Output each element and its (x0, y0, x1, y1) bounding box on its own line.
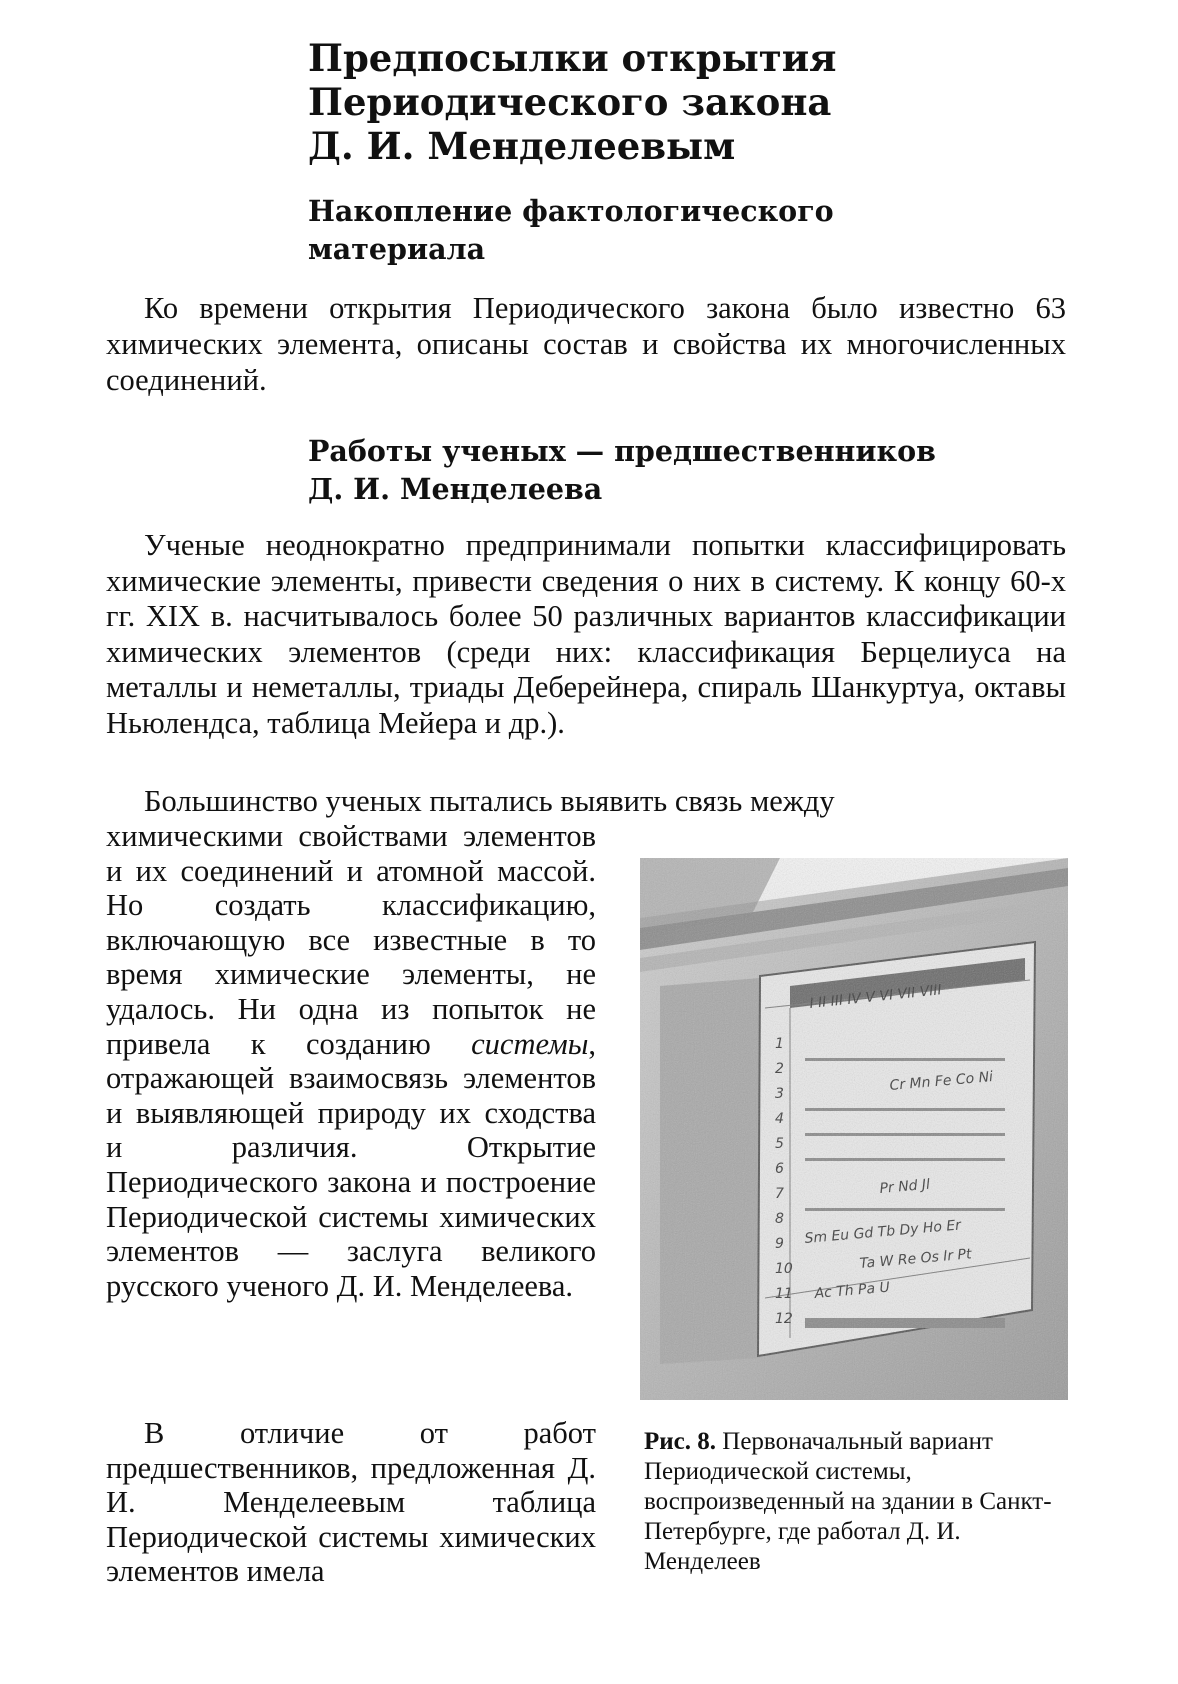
paragraph-classification-attempts-text: Ученые неоднократно предпринимали попытки классифицировать химические элементы, привести сведения о них в систему. К концу 60-х гг. XIX в. насчитывалось более 50 различных вариантов классификации химических элементов (среди них: классификация Берцелиуса на металлы и неметаллы, триады Деберейнера, спираль Шанкуртуа, октавы Ньюлендса, таблица Мейера и др.). (106, 528, 1066, 740)
paragraph-unlike-predecessors-text: В отличие от работ предшественников, предложенная Д. И. Менделеевым таблица Периодической системы химических элементов имела (106, 1416, 596, 1589)
paragraph-most-scientists-text-b: , отражающей взаимосвязь элементов и выявляющей природу их сходства и различия. Открытие Периодического закона и построение Периодической системы химических элементов — заслуга великого русского ученого Д. И. Менделеева. (106, 1026, 596, 1303)
paragraph-unlike-predecessors (106, 1416, 596, 1589)
section-heading-facts-line-2: материала (308, 232, 486, 266)
paragraph-classification-attempts (106, 528, 1066, 741)
figure-photo (640, 858, 1068, 1400)
paragraph-most-scientists-first-line-text: Большинство ученых пытались выявить связь между (144, 784, 835, 818)
paragraph-known-elements (106, 290, 1066, 398)
photo-grain (640, 858, 1068, 1400)
section-heading-predecessors-line-2: Д. И. Менделеева (308, 472, 603, 506)
paragraph-most-scientists-first-line (106, 783, 1066, 819)
figure-label: Рис. 8. (644, 1428, 717, 1455)
title-line-2: Периодического закона (308, 80, 832, 124)
paragraph-most-scientists (106, 819, 596, 1303)
paragraph-known-elements-text: Ко времени открытия Периодического закона было известно 63 химических элемента, описаны состав и свойства их многочисленных соединений. (106, 291, 1066, 397)
title-line-3: Д. И. Менделеевым (308, 124, 736, 168)
page-title (308, 36, 1068, 168)
emphasis-system: системы (471, 1026, 589, 1061)
paragraph-most-scientists-text-a: химическими свойствами элементов и их соединений и атомной массой. Но создать классификацию, включающую все известные в то время химические элементы, не удалось. Ни одна из попыток не привела к созданию (106, 819, 596, 1061)
section-heading-predecessors-line-1: Работы ученых — предшественников (308, 434, 936, 468)
section-heading-facts (308, 192, 1068, 268)
periodic-table-wall-photo (640, 858, 1068, 1400)
figure-caption (644, 1427, 1069, 1577)
title-line-1: Предпосылки открытия (308, 36, 837, 80)
section-heading-predecessors (308, 432, 1068, 508)
figure-caption-text: Первоначальный вариант Периодической системы, воспроизведенный на здании в Санкт-Петербурге, где работал Д. И. Менделеев (644, 1428, 1052, 1575)
section-heading-facts-line-1: Накопление фактологического (308, 194, 834, 228)
